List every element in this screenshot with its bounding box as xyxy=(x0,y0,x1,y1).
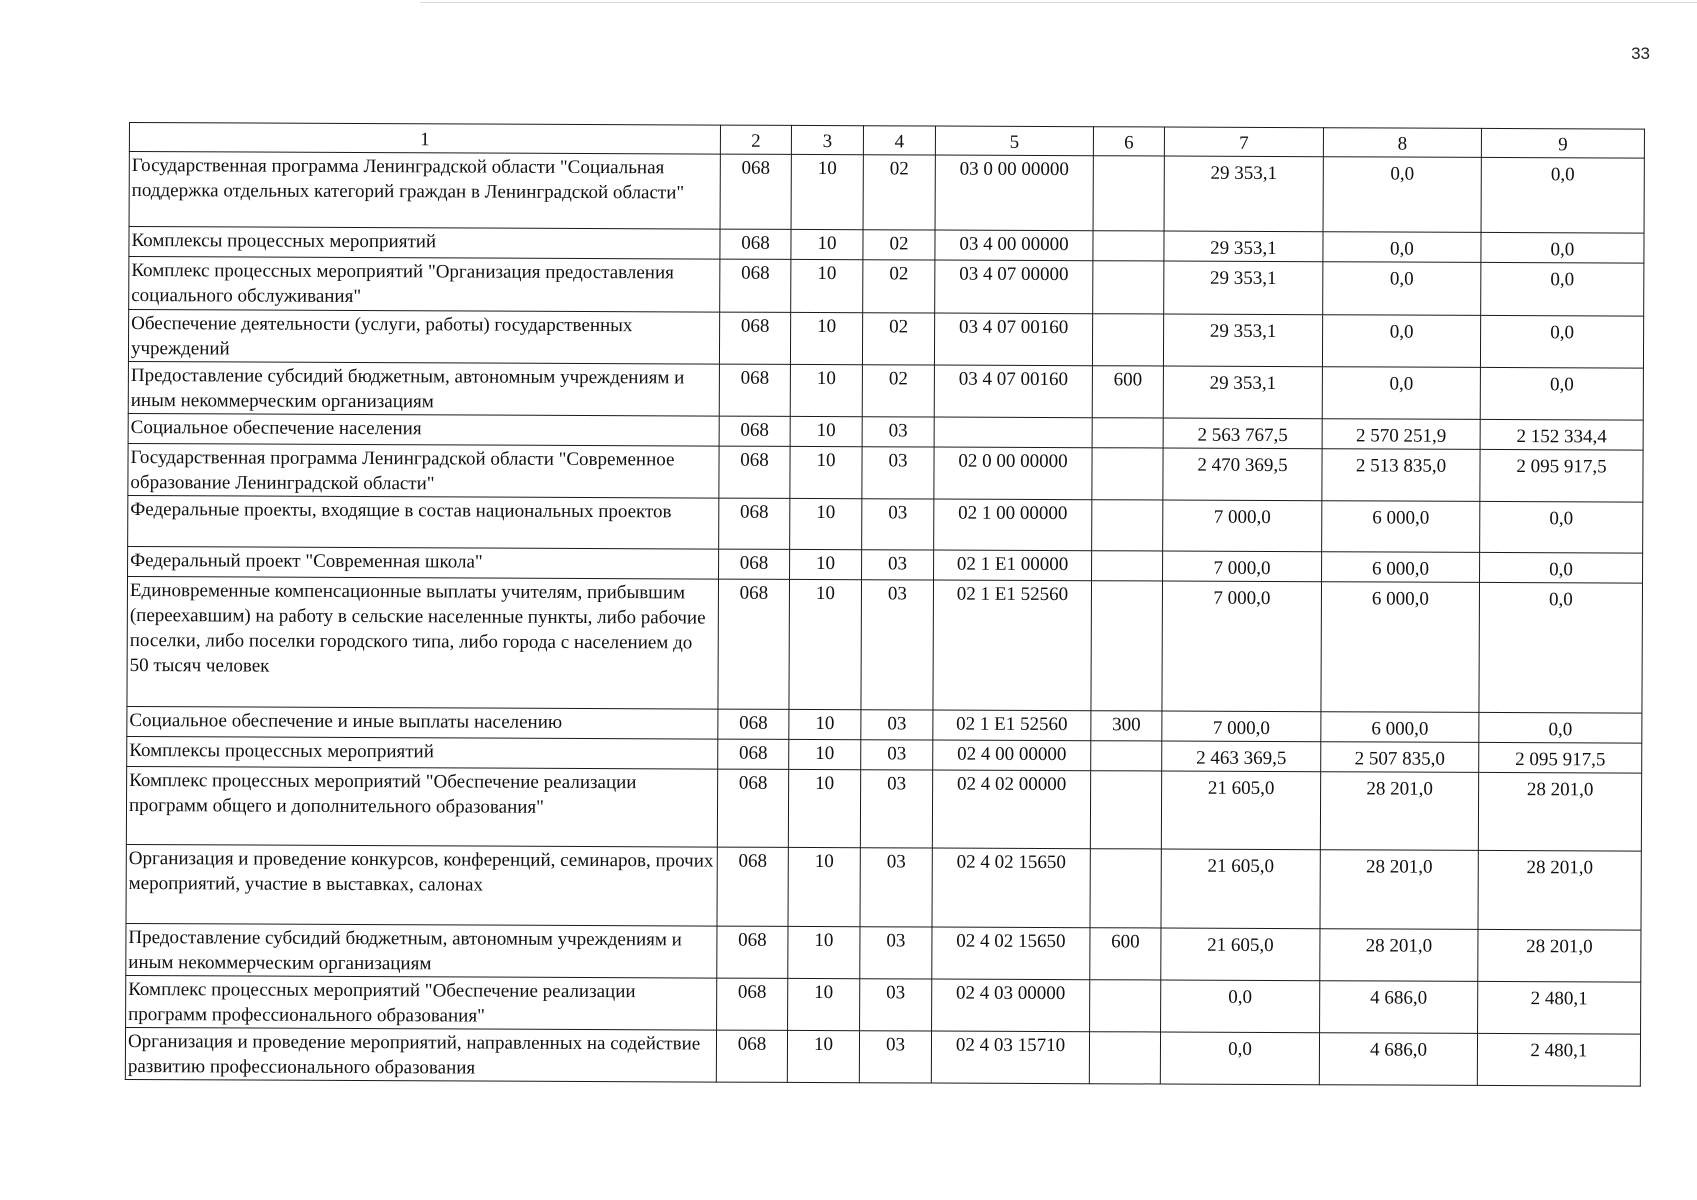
row-cell: 03 xyxy=(862,499,934,550)
row-value: 29 353,1 xyxy=(1164,156,1323,232)
page-number: 33 xyxy=(1631,44,1650,63)
row-value: 0,0 xyxy=(1479,582,1643,713)
row-name: Предоставление субсидий бюджетным, автономным учреждениям и иным некоммерческим организациям xyxy=(126,923,717,978)
table-row xyxy=(126,975,1641,1034)
header-cell: 6 xyxy=(1093,127,1164,156)
row-value: 0,0 xyxy=(1481,262,1644,316)
row-value: 2 470 369,5 xyxy=(1163,448,1322,501)
table-row xyxy=(126,844,1641,930)
row-cell: 068 xyxy=(717,926,788,978)
row-cell: 02 1 E1 52560 xyxy=(933,580,1092,711)
row-cell: 068 xyxy=(718,709,789,739)
row-name: Федеральные проекты, входящие в состав национальных проектов xyxy=(128,495,719,549)
row-value: 0,0 xyxy=(1481,157,1644,233)
row-cell: 03 xyxy=(862,550,934,580)
row-value: 6 000,0 xyxy=(1322,501,1480,553)
row-cell xyxy=(1092,500,1163,551)
row-cell: 10 xyxy=(788,926,860,978)
row-cell: 10 xyxy=(789,739,861,769)
row-value: 0,0 xyxy=(1323,262,1481,316)
table-row xyxy=(127,576,1643,713)
row-value: 0,0 xyxy=(1480,315,1643,368)
row-value: 0,0 xyxy=(1160,1032,1319,1085)
row-value: 29 353,1 xyxy=(1164,231,1323,262)
table-body xyxy=(125,123,1644,1087)
row-cell: 02 xyxy=(863,260,935,313)
row-cell: 10 xyxy=(789,709,861,739)
row-cell: 03 4 07 00000 xyxy=(935,260,1093,314)
row-name: Социальное обеспечение и иные выплаты населению xyxy=(127,706,718,739)
row-cell: 068 xyxy=(719,549,790,579)
row-cell: 10 xyxy=(790,416,862,446)
row-value: 7 000,0 xyxy=(1163,551,1322,582)
row-cell xyxy=(1090,849,1161,928)
row-cell: 02 4 02 15650 xyxy=(932,927,1090,980)
row-cell: 03 4 07 00160 xyxy=(934,313,1092,366)
row-cell: 03 xyxy=(862,447,934,499)
row-cell: 03 xyxy=(860,848,932,927)
table-row xyxy=(129,257,1644,317)
header-cell: 1 xyxy=(129,123,720,155)
row-cell: 068 xyxy=(719,416,790,446)
row-cell: 10 xyxy=(790,364,862,416)
row-cell xyxy=(1093,156,1164,231)
row-value: 0,0 xyxy=(1479,712,1642,743)
row-cell: 600 xyxy=(1092,366,1163,418)
table-row xyxy=(126,923,1641,982)
row-value: 6 000,0 xyxy=(1321,582,1480,713)
header-cell: 2 xyxy=(720,125,791,154)
row-value: 28 201,0 xyxy=(1478,772,1641,851)
row-cell: 10 xyxy=(791,229,863,259)
row-cell: 068 xyxy=(720,229,791,259)
row-cell: 068 xyxy=(717,769,788,847)
row-name: Социальное обеспечение населения xyxy=(128,413,719,446)
row-value: 0,0 xyxy=(1322,315,1480,368)
row-name: Комплексы процессных мероприятий xyxy=(129,227,720,260)
row-cell: 02 4 02 15650 xyxy=(932,848,1090,928)
table-row xyxy=(128,310,1643,369)
row-cell: 068 xyxy=(717,847,788,926)
row-value: 2 507 835,0 xyxy=(1321,742,1479,773)
row-cell: 068 xyxy=(717,978,788,1030)
scan-edge-line xyxy=(420,2,1697,3)
row-value: 29 353,1 xyxy=(1163,366,1322,419)
row-value: 6 000,0 xyxy=(1321,712,1479,743)
row-cell xyxy=(1091,741,1162,771)
row-value: 7 000,0 xyxy=(1162,711,1321,742)
row-value: 0,0 xyxy=(1480,367,1643,420)
row-cell: 02 1 00 00000 xyxy=(934,499,1092,551)
row-cell: 068 xyxy=(720,154,791,229)
row-cell: 02 4 03 00000 xyxy=(932,979,1090,1032)
row-cell: 02 4 02 00000 xyxy=(932,770,1090,849)
row-cell: 068 xyxy=(719,312,790,364)
table-row xyxy=(126,766,1641,851)
header-cell: 9 xyxy=(1481,128,1644,158)
row-cell: 02 xyxy=(863,230,935,260)
row-cell: 068 xyxy=(719,446,790,498)
row-name: Организация и проведение мероприятий, направленных на содействие развитию профессионального образования xyxy=(125,1027,716,1082)
row-cell: 068 xyxy=(719,364,790,416)
table-row xyxy=(128,443,1643,502)
row-value: 2 152 334,4 xyxy=(1480,419,1643,450)
row-value: 2 480,1 xyxy=(1477,1033,1640,1086)
row-value: 28 201,0 xyxy=(1478,850,1641,930)
table-row xyxy=(128,361,1643,420)
row-cell: 068 xyxy=(716,1030,787,1082)
row-cell: 10 xyxy=(788,769,860,847)
row-cell: 03 4 00 00000 xyxy=(935,230,1093,261)
row-name: Предоставление субсидий бюджетным, автономным учреждениям и иным некоммерческим организациям xyxy=(128,361,719,416)
header-cell: 5 xyxy=(935,126,1093,156)
row-cell xyxy=(1092,418,1163,448)
row-name: Комплекс процессных мероприятий "Организация предоставления социального обслуживания" xyxy=(129,257,720,313)
row-cell: 03 xyxy=(859,1031,931,1083)
row-value: 0,0 xyxy=(1322,367,1480,420)
row-cell xyxy=(1093,231,1164,261)
row-cell xyxy=(1092,448,1163,500)
row-value: 28 201,0 xyxy=(1320,929,1478,982)
row-cell xyxy=(1089,1032,1160,1084)
row-value: 0,0 xyxy=(1323,232,1481,263)
row-value: 0,0 xyxy=(1481,232,1644,263)
table-row xyxy=(125,1027,1640,1086)
row-cell: 03 xyxy=(862,417,934,447)
row-cell: 03 xyxy=(861,710,933,740)
row-cell xyxy=(1092,551,1163,581)
row-name: Комплексы процессных мероприятий xyxy=(127,736,718,769)
row-cell: 02 xyxy=(862,365,934,417)
row-cell: 10 xyxy=(788,978,860,1030)
row-cell: 10 xyxy=(787,1030,859,1082)
row-value: 21 605,0 xyxy=(1161,849,1320,929)
header-cell: 8 xyxy=(1323,128,1481,158)
row-name: Комплекс процессных мероприятий "Обеспечение реализации программ профессионального образования" xyxy=(126,975,717,1030)
row-value: 0,0 xyxy=(1480,552,1643,583)
row-value: 29 353,1 xyxy=(1164,261,1323,315)
row-value: 28 201,0 xyxy=(1478,929,1641,982)
row-value: 7 000,0 xyxy=(1163,500,1322,552)
row-value: 0,0 xyxy=(1323,157,1481,233)
row-cell: 02 1 E1 00000 xyxy=(934,550,1092,581)
table-row xyxy=(129,152,1644,234)
row-value: 2 570 251,9 xyxy=(1322,419,1480,450)
row-value: 28 201,0 xyxy=(1320,850,1478,930)
row-value: 29 353,1 xyxy=(1163,314,1322,367)
row-cell: 10 xyxy=(788,847,860,926)
header-cell: 3 xyxy=(791,125,863,154)
row-cell xyxy=(934,417,1092,448)
row-cell xyxy=(1090,771,1161,849)
row-cell: 068 xyxy=(719,498,790,549)
table-row xyxy=(128,495,1643,553)
row-cell xyxy=(1093,261,1164,314)
row-name: Государственная программа Ленинградской области "Современное образование Ленинградской области" xyxy=(128,443,719,498)
row-value: 0,0 xyxy=(1480,501,1643,553)
row-value: 7 000,0 xyxy=(1162,581,1322,712)
row-cell: 03 xyxy=(861,740,933,770)
row-value: 21 605,0 xyxy=(1161,928,1320,981)
row-name: Комплекс процессных мероприятий "Обеспечение реализации программ общего и дополнительного образования" xyxy=(126,766,717,847)
row-value: 2 095 917,5 xyxy=(1479,742,1642,773)
row-cell: 10 xyxy=(791,154,863,229)
row-name: Государственная программа Ленинградской области "Социальная поддержка отдельных категорий граждан в Ленинградской области" xyxy=(129,152,720,230)
row-value: 21 605,0 xyxy=(1161,771,1320,850)
row-cell: 02 xyxy=(863,155,935,230)
row-value: 2 480,1 xyxy=(1478,981,1641,1034)
row-cell: 02 xyxy=(862,313,934,365)
row-cell: 068 xyxy=(718,579,790,709)
row-cell: 03 0 00 00000 xyxy=(935,155,1093,231)
row-cell: 068 xyxy=(718,739,789,769)
row-name: Обеспечение деятельности (услуги, работы) государственных учреждений xyxy=(128,310,719,365)
header-cell: 4 xyxy=(863,126,935,155)
row-cell: 10 xyxy=(790,312,862,364)
row-cell: 10 xyxy=(790,498,862,549)
row-value: 4 686,0 xyxy=(1320,981,1478,1034)
row-value: 2 563 767,5 xyxy=(1163,418,1322,449)
row-cell: 02 4 03 15710 xyxy=(931,1031,1089,1084)
row-cell: 600 xyxy=(1090,928,1161,980)
row-cell: 03 4 07 00160 xyxy=(934,365,1092,418)
row-cell: 03 xyxy=(860,927,932,979)
row-cell: 03 xyxy=(860,770,932,848)
row-cell xyxy=(1092,314,1163,366)
row-name: Единовременные компенсационные выплаты учителям, прибывшим (переехавшим) на работу в сельские населенные пункты, либо рабочие поселки, либо поселки городского типа, либо города с населением до 50 тысяч человек xyxy=(127,576,719,709)
row-value: 2 513 835,0 xyxy=(1322,449,1480,502)
row-cell: 03 xyxy=(860,979,932,1031)
row-name: Федеральный проект "Современная школа" xyxy=(128,546,719,579)
row-value: 2 463 369,5 xyxy=(1162,741,1321,772)
row-cell: 300 xyxy=(1091,711,1162,741)
header-cell: 7 xyxy=(1164,127,1323,157)
row-cell: 03 xyxy=(861,580,934,710)
row-cell xyxy=(1090,980,1161,1032)
budget-table xyxy=(125,122,1645,1087)
row-cell: 10 xyxy=(789,579,862,709)
row-name: Организация и проведение конкурсов, конференций, семинаров, прочих мероприятий, участие в выставках, салонах xyxy=(126,844,717,926)
row-value: 0,0 xyxy=(1161,980,1320,1033)
row-value: 6 000,0 xyxy=(1322,552,1480,583)
row-cell: 02 0 00 00000 xyxy=(934,447,1092,500)
row-cell: 02 1 E1 52560 xyxy=(933,710,1091,741)
row-value: 4 686,0 xyxy=(1319,1033,1477,1086)
row-cell: 10 xyxy=(791,259,863,312)
row-cell: 068 xyxy=(720,259,791,312)
row-value: 28 201,0 xyxy=(1320,772,1478,851)
row-cell: 10 xyxy=(790,446,862,498)
row-cell: 10 xyxy=(790,549,862,579)
row-value: 2 095 917,5 xyxy=(1480,449,1643,502)
row-cell xyxy=(1091,581,1163,711)
row-cell: 02 4 00 00000 xyxy=(933,740,1091,771)
